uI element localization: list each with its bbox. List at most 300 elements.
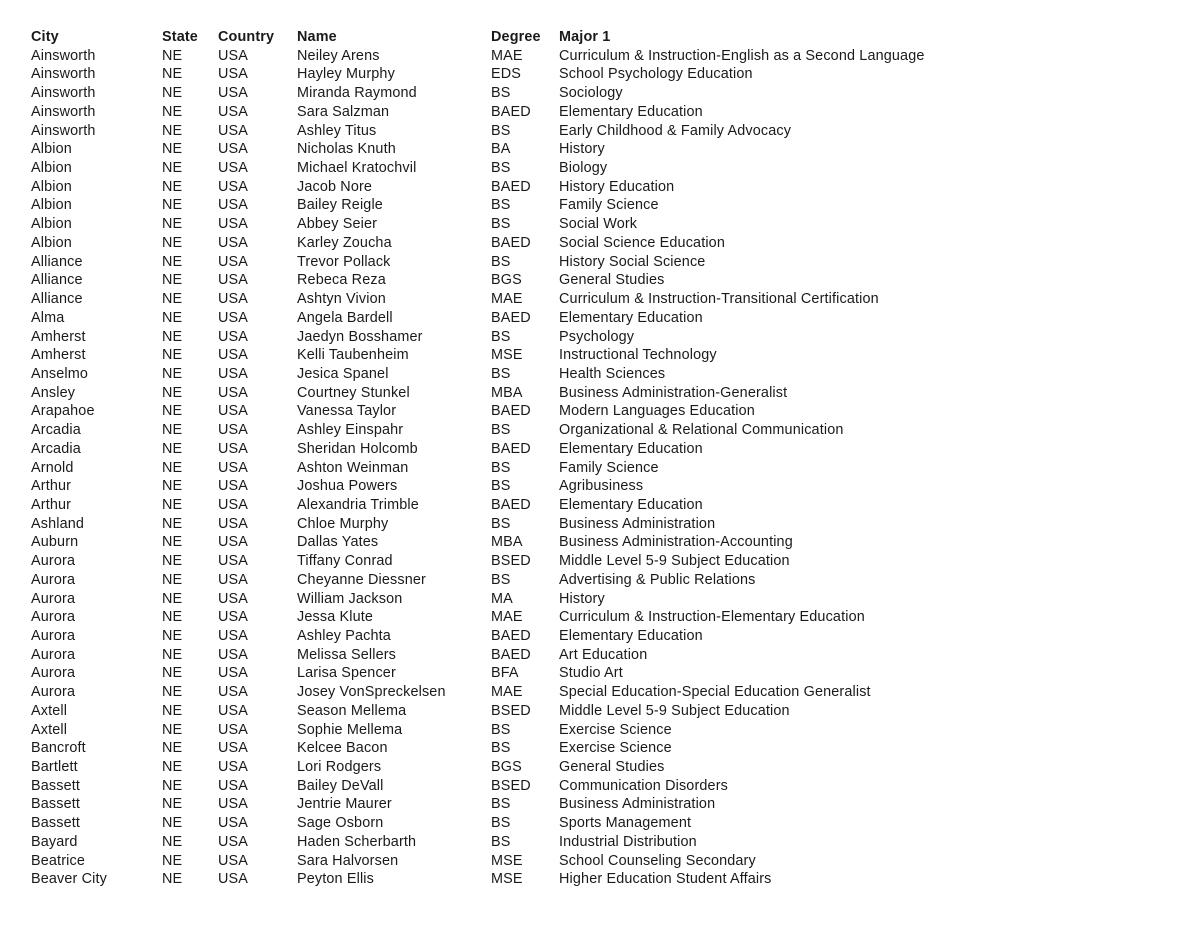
cell-state: NE — [162, 646, 183, 663]
cell-country: USA — [218, 365, 249, 382]
cell-country: USA — [218, 384, 249, 401]
cell-state: NE — [162, 85, 183, 102]
cell-state: NE — [162, 852, 183, 869]
cell-country: USA — [218, 665, 249, 682]
table-row — [31, 84, 1181, 103]
cell-country: USA — [218, 309, 249, 326]
cell-name: Hayley Murphy — [297, 66, 395, 83]
cell-name: Sara Halvorsen — [297, 852, 399, 869]
cell-name: Kelcee Bacon — [297, 740, 388, 757]
cell-major: School Psychology Education — [559, 66, 753, 83]
table-row — [31, 309, 1181, 328]
cell-country: USA — [218, 272, 249, 289]
cell-city: Alliance — [31, 272, 83, 289]
cell-degree: BS — [491, 422, 511, 439]
table-row — [31, 608, 1181, 627]
cell-major: History — [559, 590, 605, 607]
cell-name: Season Mellema — [297, 702, 407, 719]
cell-degree: BS — [491, 515, 511, 532]
cell-major: Family Science — [559, 197, 659, 214]
cell-degree: BAED — [491, 403, 531, 420]
cell-city: Bassett — [31, 796, 81, 813]
cell-degree: BS — [491, 365, 511, 382]
cell-state: NE — [162, 272, 183, 289]
cell-major: Organizational & Relational Communication — [559, 422, 844, 439]
cell-state: NE — [162, 365, 183, 382]
cell-name: Dallas Yates — [297, 534, 379, 551]
cell-state: NE — [162, 759, 183, 776]
cell-state: NE — [162, 740, 183, 757]
cell-name: Larisa Spencer — [297, 665, 396, 682]
cell-country: USA — [218, 496, 249, 513]
cell-country: USA — [218, 422, 249, 439]
cell-degree: BAED — [491, 628, 531, 644]
cell-country: USA — [218, 721, 249, 738]
cell-city: Aurora — [31, 571, 76, 588]
table-row — [31, 271, 1181, 290]
cell-state: NE — [162, 459, 183, 476]
cell-state: NE — [162, 628, 183, 644]
cell-state: NE — [162, 777, 183, 794]
table-row — [31, 290, 1181, 309]
cell-city: Arcadia — [31, 422, 81, 439]
cell-city: Albion — [31, 234, 72, 251]
cell-major: Exercise Science — [559, 721, 672, 738]
table-row — [31, 159, 1181, 178]
cell-major: Social Science Education — [559, 234, 725, 251]
cell-country: USA — [218, 777, 249, 794]
table-row — [31, 664, 1181, 683]
cell-city: Amherst — [31, 328, 86, 345]
cell-state: NE — [162, 291, 183, 308]
cell-country: USA — [218, 291, 249, 308]
cell-major: Middle Level 5-9 Subject Education — [559, 553, 790, 570]
cell-country: USA — [218, 234, 249, 251]
table-row — [31, 365, 1181, 384]
cell-country: USA — [218, 47, 249, 64]
cell-degree: MBA — [491, 384, 523, 401]
cell-city: Aurora — [31, 590, 76, 607]
cell-country: USA — [218, 178, 249, 195]
cell-city: Arnold — [31, 459, 74, 476]
cell-country: USA — [218, 478, 249, 495]
table-row — [31, 515, 1181, 534]
cell-major: Art Education — [559, 646, 648, 663]
table-row — [31, 234, 1181, 253]
cell-state: NE — [162, 66, 183, 83]
cell-state: NE — [162, 796, 183, 813]
cell-name: Vanessa Taylor — [297, 403, 397, 420]
cell-city: Amherst — [31, 347, 86, 364]
cell-degree: MAE — [491, 47, 523, 64]
cell-country: USA — [218, 253, 249, 270]
table-row — [31, 253, 1181, 272]
cell-degree: BS — [491, 815, 511, 832]
cell-name: Angela Bardell — [297, 309, 393, 326]
cell-degree: MSE — [491, 871, 523, 888]
cell-city: Alma — [31, 309, 65, 326]
cell-degree: BS — [491, 721, 511, 738]
cell-city: Ashland — [31, 515, 85, 532]
table-row — [31, 384, 1181, 403]
cell-country: USA — [218, 871, 249, 888]
cell-country: USA — [218, 534, 249, 551]
cell-state: NE — [162, 309, 183, 326]
cell-major: History Education — [559, 178, 675, 195]
cell-city: Arapahoe — [31, 403, 95, 420]
cell-major: Special Education-Special Education Generalist — [559, 684, 871, 701]
cell-state: NE — [162, 103, 183, 120]
cell-major: Sociology — [559, 85, 623, 102]
cell-name: Michael Kratochvil — [297, 160, 417, 177]
cell-city: Albion — [31, 160, 72, 177]
table-row — [31, 627, 1181, 646]
table-row — [31, 739, 1181, 758]
cell-city: Ainsworth — [31, 66, 96, 83]
cell-major: Early Childhood & Family Advocacy — [559, 122, 792, 139]
cell-name: Jacob Nore — [297, 178, 373, 195]
cell-country: USA — [218, 66, 249, 83]
cell-name: Sheridan Holcomb — [297, 440, 418, 457]
table-row — [31, 496, 1181, 515]
cell-name: Sophie Mellema — [297, 721, 403, 738]
cell-major: Elementary Education — [559, 440, 703, 457]
cell-city: Bassett — [31, 815, 81, 832]
table-row — [31, 328, 1181, 347]
cell-country: USA — [218, 347, 249, 364]
cell-name: Jesica Spanel — [297, 365, 389, 382]
cell-state: NE — [162, 684, 183, 701]
table-row — [31, 47, 1181, 66]
cell-degree: EDS — [491, 66, 522, 83]
cell-city: Aurora — [31, 553, 76, 570]
cell-major: Business Administration — [559, 796, 716, 813]
cell-major: School Counseling Secondary — [559, 852, 756, 869]
cell-major: Elementary Education — [559, 103, 703, 120]
table-header — [31, 28, 1181, 47]
cell-state: NE — [162, 403, 183, 420]
cell-name: Jaedyn Bosshamer — [297, 328, 423, 345]
cell-major: Business Administration-Generalist — [559, 384, 788, 401]
cell-country: USA — [218, 328, 249, 345]
cell-country: USA — [218, 403, 249, 420]
cell-city: Ainsworth — [31, 103, 96, 120]
cell-country: USA — [218, 216, 249, 233]
cell-name: Rebeca Reza — [297, 272, 386, 289]
cell-name: Kelli Taubenheim — [297, 347, 409, 364]
cell-country: USA — [218, 141, 249, 158]
table-row — [31, 852, 1181, 871]
cell-state: NE — [162, 234, 183, 251]
table-row — [31, 590, 1181, 609]
cell-name: Cheyanne Diessner — [297, 571, 426, 588]
table-row — [31, 215, 1181, 234]
cell-country: USA — [218, 833, 249, 850]
cell-state: NE — [162, 815, 183, 832]
cell-country: USA — [218, 515, 249, 532]
cell-name: Ashley Einspahr — [297, 422, 404, 439]
cell-major: Studio Art — [559, 665, 623, 682]
cell-name: Neiley Arens — [297, 47, 380, 64]
cell-degree: BSED — [491, 777, 531, 794]
cell-city: Arthur — [31, 478, 72, 495]
cell-city: Ansley — [31, 384, 76, 401]
cell-state: NE — [162, 702, 183, 719]
table-row — [31, 440, 1181, 459]
graduates-table — [31, 28, 1181, 889]
cell-state: NE — [162, 122, 183, 139]
cell-city: Ainsworth — [31, 122, 96, 139]
cell-name: Ashtyn Vivion — [297, 291, 386, 308]
cell-name: Nicholas Knuth — [297, 141, 396, 158]
cell-country: USA — [218, 571, 249, 588]
cell-state: NE — [162, 197, 183, 214]
cell-major: Exercise Science — [559, 740, 672, 757]
cell-city: Aurora — [31, 646, 76, 663]
cell-name: Jentrie Maurer — [297, 796, 392, 813]
cell-country: USA — [218, 815, 249, 832]
cell-major: Family Science — [559, 459, 659, 476]
cell-country: USA — [218, 103, 249, 120]
cell-city: Albion — [31, 197, 72, 214]
cell-degree: MAE — [491, 291, 523, 308]
cell-major: Psychology — [559, 328, 635, 345]
table-row — [31, 65, 1181, 84]
cell-state: NE — [162, 422, 183, 439]
cell-country: USA — [218, 852, 249, 869]
cell-city: Auburn — [31, 534, 79, 551]
cell-degree: BGS — [491, 759, 522, 776]
cell-degree: BS — [491, 253, 511, 270]
cell-major: Agribusiness — [559, 478, 644, 495]
cell-name: Karley Zoucha — [297, 234, 392, 251]
table-row — [31, 758, 1181, 777]
cell-degree: BS — [491, 197, 511, 214]
cell-major: Business Administration-Accounting — [559, 534, 793, 551]
cell-state: NE — [162, 571, 183, 588]
header-state: State — [162, 29, 198, 45]
cell-major: Curriculum & Instruction-Transitional Certification — [559, 291, 879, 308]
table-row — [31, 196, 1181, 215]
cell-name: Alexandria Trimble — [297, 496, 419, 513]
cell-country: USA — [218, 628, 249, 644]
cell-degree: BAED — [491, 309, 531, 326]
cell-degree: BS — [491, 122, 511, 139]
table-row — [31, 103, 1181, 122]
cell-country: USA — [218, 440, 249, 457]
cell-city: Aurora — [31, 684, 76, 701]
cell-major: Modern Languages Education — [559, 403, 755, 420]
cell-degree: BSED — [491, 702, 531, 719]
cell-name: William Jackson — [297, 590, 403, 607]
cell-major: Industrial Distribution — [559, 833, 697, 850]
cell-degree: BS — [491, 85, 511, 102]
cell-state: NE — [162, 328, 183, 345]
cell-major: Curriculum & Instruction-English as a Second Language — [559, 47, 925, 64]
table-row — [31, 702, 1181, 721]
cell-major: General Studies — [559, 272, 665, 289]
cell-name: Sage Osborn — [297, 815, 384, 832]
cell-degree: BS — [491, 571, 511, 588]
cell-country: USA — [218, 85, 249, 102]
cell-degree: BAED — [491, 646, 531, 663]
table-row — [31, 533, 1181, 552]
cell-major: Sports Management — [559, 815, 692, 832]
table-row — [31, 795, 1181, 814]
cell-country: USA — [218, 459, 249, 476]
table-row — [31, 421, 1181, 440]
cell-state: NE — [162, 871, 183, 888]
cell-city: Bartlett — [31, 759, 78, 776]
cell-major: Advertising & Public Relations — [559, 571, 756, 588]
cell-name: Ashton Weinman — [297, 459, 409, 476]
cell-degree: BS — [491, 459, 511, 476]
cell-name: Joshua Powers — [297, 478, 398, 495]
cell-degree: BS — [491, 328, 511, 345]
cell-major: Elementary Education — [559, 628, 703, 644]
cell-major: General Studies — [559, 759, 665, 776]
cell-city: Aurora — [31, 665, 76, 682]
cell-major: Health Sciences — [559, 365, 666, 382]
cell-country: USA — [218, 197, 249, 214]
cell-name: Jessa Klute — [297, 609, 374, 626]
cell-country: USA — [218, 160, 249, 177]
cell-name: Sara Salzman — [297, 103, 390, 120]
cell-major: Middle Level 5-9 Subject Education — [559, 702, 790, 719]
cell-name: Tiffany Conrad — [297, 553, 393, 570]
cell-major: Higher Education Student Affairs — [559, 871, 772, 888]
cell-major: Business Administration — [559, 515, 716, 532]
cell-name: Trevor Pollack — [297, 253, 391, 270]
cell-name: Haden Scherbarth — [297, 833, 417, 850]
cell-degree: MA — [491, 590, 513, 607]
cell-state: NE — [162, 384, 183, 401]
cell-major: Biology — [559, 160, 608, 177]
table-row — [31, 777, 1181, 796]
cell-name: Josey VonSpreckelsen — [297, 684, 446, 701]
cell-degree: BFA — [491, 665, 519, 682]
cell-degree: BGS — [491, 272, 522, 289]
cell-country: USA — [218, 122, 249, 139]
cell-degree: BA — [491, 141, 511, 158]
cell-city: Ainsworth — [31, 47, 96, 64]
cell-degree: BS — [491, 160, 511, 177]
cell-city: Beaver City — [31, 871, 108, 888]
header-major: Major 1 — [559, 29, 611, 45]
cell-name: Ashley Pachta — [297, 628, 391, 644]
cell-country: USA — [218, 609, 249, 626]
table-row — [31, 346, 1181, 365]
cell-country: USA — [218, 590, 249, 607]
cell-degree: BS — [491, 833, 511, 850]
cell-name: Melissa Sellers — [297, 646, 397, 663]
cell-city: Bayard — [31, 833, 78, 850]
cell-name: Bailey DeVall — [297, 777, 384, 794]
cell-country: USA — [218, 702, 249, 719]
cell-country: USA — [218, 553, 249, 570]
table-row — [31, 683, 1181, 702]
table-row — [31, 459, 1181, 478]
cell-country: USA — [218, 759, 249, 776]
cell-degree: BS — [491, 740, 511, 757]
table-row — [31, 402, 1181, 421]
cell-name: Bailey Reigle — [297, 197, 383, 214]
cell-city: Arcadia — [31, 440, 81, 457]
cell-country: USA — [218, 646, 249, 663]
cell-city: Alliance — [31, 253, 83, 270]
cell-city: Albion — [31, 178, 72, 195]
cell-state: NE — [162, 253, 183, 270]
cell-state: NE — [162, 141, 183, 158]
cell-state: NE — [162, 609, 183, 626]
header-name: Name — [297, 29, 337, 45]
cell-city: Bancroft — [31, 740, 86, 757]
cell-city: Bassett — [31, 777, 81, 794]
table-row — [31, 571, 1181, 590]
cell-city: Beatrice — [31, 852, 85, 869]
cell-degree: BS — [491, 478, 511, 495]
table-row — [31, 870, 1181, 889]
header-city: City — [31, 29, 59, 45]
cell-major: Curriculum & Instruction-Elementary Education — [559, 609, 865, 626]
cell-city: Ainsworth — [31, 85, 96, 102]
table-row — [31, 178, 1181, 197]
table-row — [31, 721, 1181, 740]
cell-name: Chloe Murphy — [297, 515, 389, 532]
cell-degree: MAE — [491, 684, 523, 701]
cell-country: USA — [218, 684, 249, 701]
cell-city: Aurora — [31, 609, 76, 626]
table-row — [31, 814, 1181, 833]
cell-city: Anselmo — [31, 365, 89, 382]
table-row — [31, 122, 1181, 141]
table-row — [31, 646, 1181, 665]
cell-city: Arthur — [31, 496, 72, 513]
cell-major: History Social Science — [559, 253, 706, 270]
header-degree: Degree — [491, 29, 541, 45]
cell-state: NE — [162, 47, 183, 64]
cell-major: Communication Disorders — [559, 777, 728, 794]
cell-degree: BAED — [491, 103, 531, 120]
cell-city: Alliance — [31, 291, 83, 308]
cell-country: USA — [218, 796, 249, 813]
cell-degree: MAE — [491, 609, 523, 626]
cell-name: Ashley Titus — [297, 122, 377, 139]
header-country: Country — [218, 29, 275, 45]
cell-major: Elementary Education — [559, 496, 703, 513]
cell-state: NE — [162, 515, 183, 532]
cell-name: Miranda Raymond — [297, 85, 417, 102]
cell-name: Lori Rodgers — [297, 759, 382, 776]
cell-state: NE — [162, 665, 183, 682]
cell-state: NE — [162, 496, 183, 513]
table-body — [31, 47, 1181, 889]
table-row — [31, 140, 1181, 159]
cell-state: NE — [162, 721, 183, 738]
cell-major: History — [559, 141, 605, 158]
cell-degree: MSE — [491, 852, 523, 869]
table-row — [31, 477, 1181, 496]
cell-degree: BS — [491, 216, 511, 233]
cell-city: Aurora — [31, 628, 76, 644]
table-row — [31, 833, 1181, 852]
table-row — [31, 552, 1181, 571]
cell-state: NE — [162, 534, 183, 551]
cell-city: Albion — [31, 216, 72, 233]
cell-country: USA — [218, 740, 249, 757]
cell-degree: BAED — [491, 440, 531, 457]
cell-city: Axtell — [31, 721, 68, 738]
